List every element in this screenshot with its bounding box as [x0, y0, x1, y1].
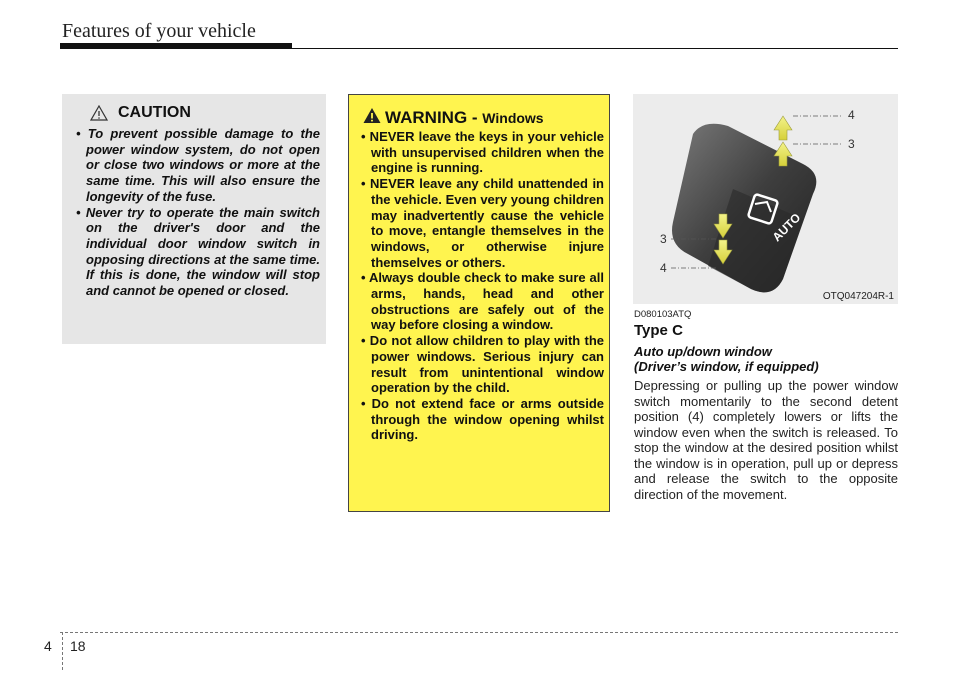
- callout-number: 4: [848, 108, 855, 122]
- warning-subheading: Windows: [482, 110, 544, 126]
- footer-divider: [62, 632, 63, 670]
- auto-label: AUTO: [769, 210, 804, 245]
- subsection-title: [634, 344, 819, 374]
- window-switch-illustration: [633, 94, 898, 304]
- callout-number: 3: [848, 137, 855, 151]
- window-switch-figure: [633, 94, 898, 304]
- warning-item: • Do not extend face or arms outside through the window opening whilst driving.: [361, 395, 604, 443]
- page-number: 18: [70, 638, 86, 654]
- caution-heading: [96, 104, 191, 122]
- footer-rule: [60, 632, 898, 633]
- callout-number: 4: [660, 261, 667, 275]
- warning-item: • NEVER leave any child unattended in the vehicle. Even very young children may inadvertently cause the vehicle to move, entangle themselves in the windows, or otherwise injure themselves or others.: [361, 176, 604, 270]
- warning-box: [348, 94, 610, 512]
- header-bar: [60, 43, 292, 49]
- warning-item: • Do not allow children to play with the power windows. Serious injury can result from unintentional window operation by the child.: [361, 333, 604, 396]
- caution-item: • To prevent possible damage to the power window system, do not open or close two windows or more at the same time. This will also ensure the longevity of the fuse.: [76, 126, 320, 204]
- caution-box: [62, 94, 326, 344]
- section-title: Type C: [634, 322, 683, 339]
- callout-number: 3: [660, 232, 667, 246]
- chapter-number: 4: [44, 638, 52, 654]
- header-rule: [292, 48, 898, 49]
- section-code: D080103ATQ: [634, 309, 692, 320]
- warning-heading-text: WARNING -: [385, 108, 483, 127]
- warning-item: • Always double check to make sure all arms, hands, head and other obstructions are safely out of the way before closing a window.: [361, 270, 604, 333]
- subtitle-line: (Driver’s window, if equipped): [634, 359, 819, 374]
- body-paragraph: Depressing or pulling up the power window switch momentarily to the second detent position (4) completely lowers or lifts the window even when the switch is released. To stop the window at the desired position whilst the window is in operation, pull up or depress and release the switch to the opposite direction of the movement.: [634, 378, 898, 502]
- caution-list: [70, 126, 320, 299]
- page-header-title: Features of your vehicle: [62, 20, 256, 42]
- warning-triangle-icon: [363, 107, 381, 124]
- caution-item: • Never try to operate the main switch on the driver's door and the individual door window switch in opposing directions at the same time. If this is done, the window will stop and cannot be opened or closed.: [76, 204, 320, 299]
- warning-list: [357, 129, 604, 443]
- warning-heading: [363, 108, 544, 128]
- caution-triangle-icon: [90, 105, 108, 121]
- subtitle-line: Auto up/down window: [634, 344, 772, 359]
- figure-label: OTQ047204R-1: [822, 291, 894, 302]
- warning-item: • NEVER leave the keys in your vehicle with unsupervised children when the engine is running.: [361, 129, 604, 176]
- caution-heading-text: CAUTION: [118, 104, 191, 121]
